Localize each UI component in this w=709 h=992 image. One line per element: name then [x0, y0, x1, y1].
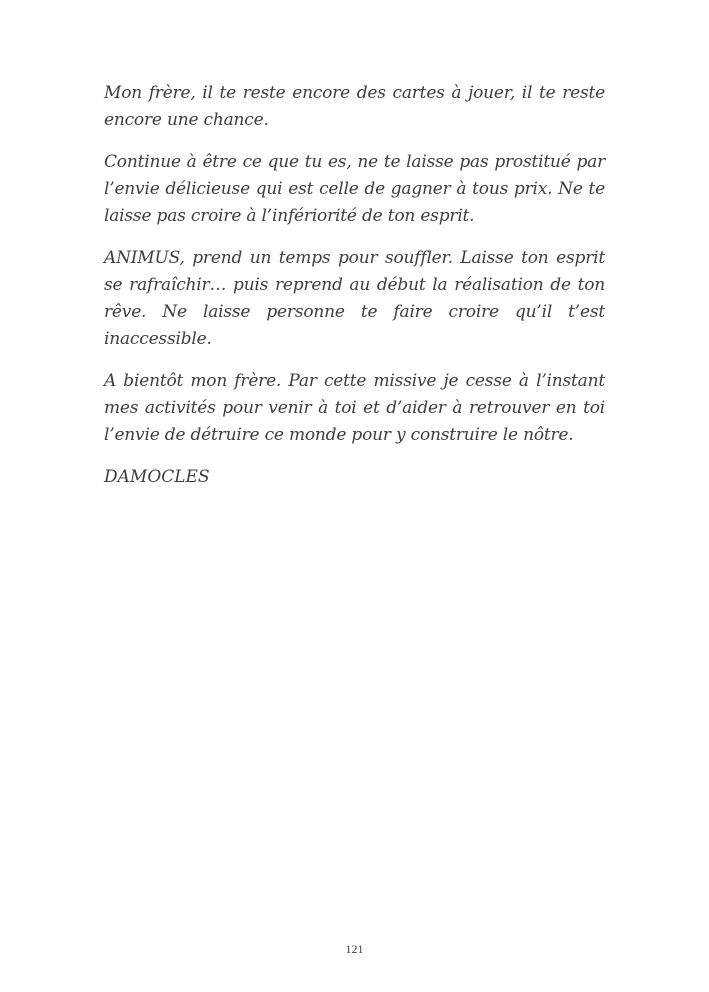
paragraph: Continue à être ce que tu es, ne te laisse pas prostitué par l’envie délicieuse qui est celle de gagner à tous prix. Ne te laisse pas croire à l’infériorité de ton esprit. — [104, 152, 605, 226]
paragraph: Mon frère, il te reste encore des cartes à jouer, il te reste encore une chance. — [104, 83, 605, 130]
paragraph: A bientôt mon frère. Par cette missive je cesse à l’instant mes activités pour venir à toi et d’aider à retrouver en toi l’envie de détruire ce monde pour y construire le nôtre. — [104, 371, 605, 445]
letter-body — [104, 80, 605, 491]
page-number: 121 — [345, 942, 364, 956]
signature: DAMOCLES — [104, 467, 210, 487]
paragraph: ANIMUS, prend un temps pour souffler. Laisse ton esprit se rafraîchir… puis reprend au début la réalisation de ton rêve. Ne laisse personne te faire croire qu’il t’est inaccessible. — [104, 248, 605, 349]
